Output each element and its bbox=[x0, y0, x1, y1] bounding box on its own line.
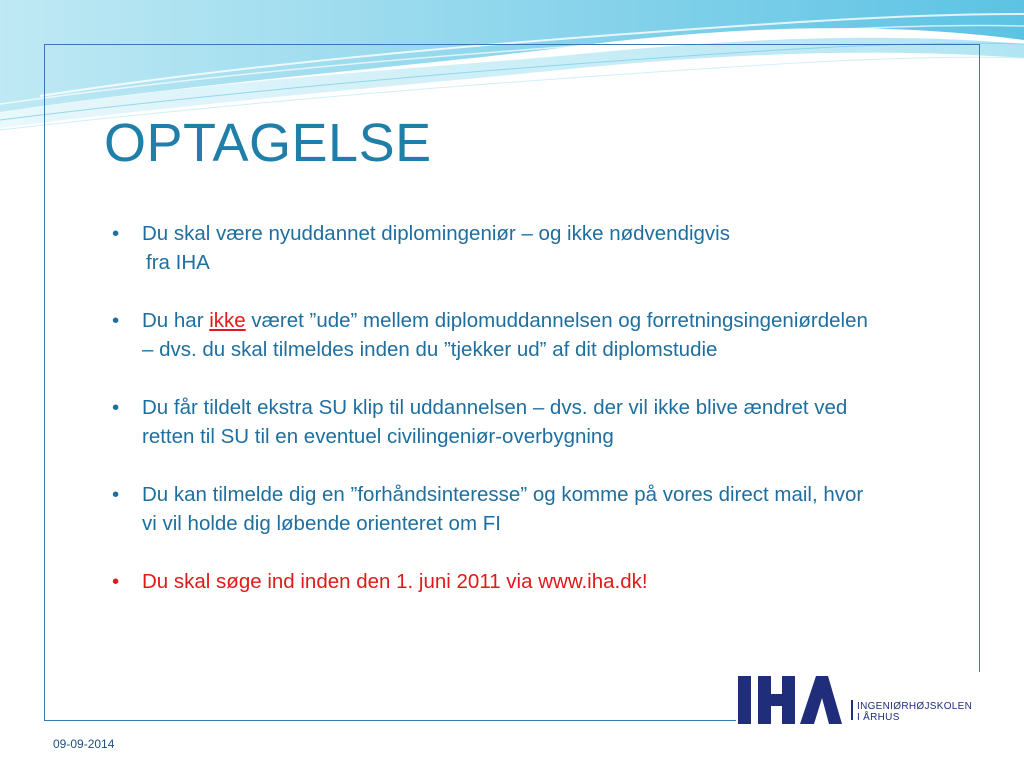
iha-logo bbox=[736, 672, 984, 732]
bullet-item bbox=[112, 480, 872, 538]
logo-wordmark bbox=[857, 701, 972, 723]
bullet-dot: • bbox=[112, 483, 120, 506]
bullet-dot: • bbox=[112, 309, 120, 332]
footer-date: 09-09-2014 bbox=[53, 737, 115, 751]
bullet-text: Du får tildelt ekstra SU klip til uddannelsen – dvs. der vil ikke blive ændret ved retten til SU til en eventuel civilingeniør-overbygning bbox=[142, 396, 848, 448]
bullet-text: Du skal være nyuddannet diplomingeniør – og ikke nødvendigvis bbox=[142, 222, 730, 245]
bullet-text: Du har bbox=[142, 309, 210, 332]
bullet-dot: • bbox=[112, 570, 120, 593]
bullet-text-continuation: været ”ude” mellem diplomuddannelsen og forretningsingeniørdelen – dvs. du skal tilmeldes inden du ”tjekker ud” af dit diplomstudie bbox=[142, 309, 868, 361]
logo-separator bbox=[851, 700, 853, 720]
bullet-dot: • bbox=[112, 222, 120, 245]
bullet-dot: • bbox=[112, 396, 120, 419]
iha-logo-mark bbox=[738, 676, 842, 724]
bullet-item-deadline bbox=[112, 567, 872, 596]
bullet-item bbox=[112, 393, 872, 451]
bullet-text-continuation: fra IHA bbox=[146, 251, 210, 274]
bullet-item bbox=[112, 306, 872, 364]
highlighted-word: ikke bbox=[209, 309, 246, 332]
bullet-text: Du kan tilmelde dig en ”forhåndsinteresse” og komme på vores direct mail, hvor vi vil holde dig løbende orienteret om FI bbox=[142, 483, 864, 535]
slide-title: OPTAGELSE bbox=[104, 113, 432, 173]
bullet-list bbox=[112, 219, 872, 625]
bullet-item bbox=[112, 219, 872, 277]
bullet-text: Du skal søge ind inden den 1. juni 2011 via www.iha.dk! bbox=[142, 570, 648, 593]
logo-line-2: I ÅRHUS bbox=[857, 712, 900, 723]
logo-line-1: INGENIØRHØJSKOLEN bbox=[857, 701, 973, 712]
